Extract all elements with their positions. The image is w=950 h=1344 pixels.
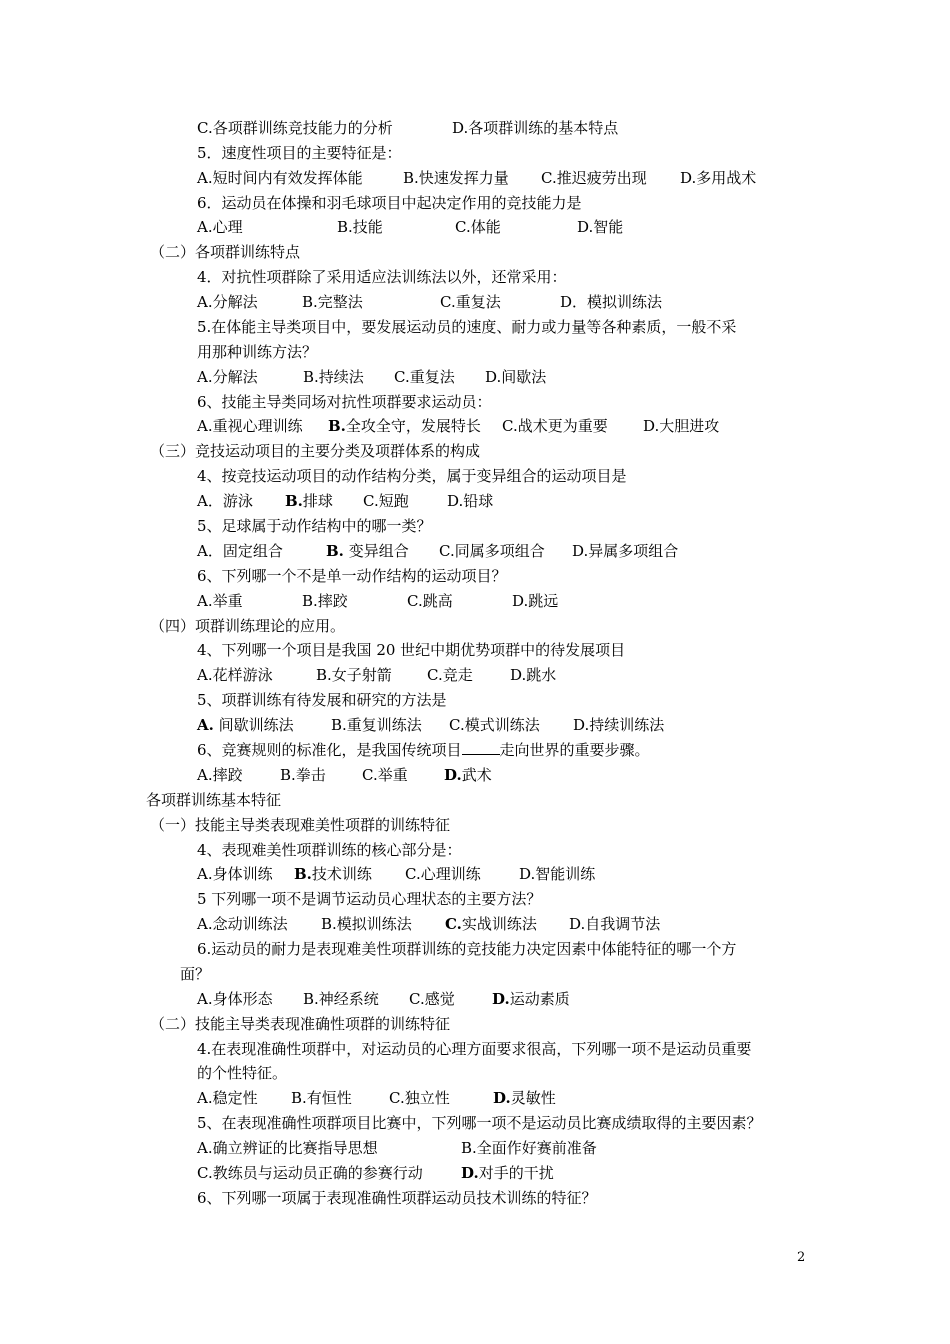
section-heading: （二）各项群训练特点 (150, 243, 301, 261)
option-c: C.竞走 (427, 666, 473, 684)
question-text: 5 下列哪一项不是调节运动员心理状态的主要方法？ (197, 890, 542, 908)
option-d (492, 989, 570, 1009)
option-d: D.各项群训练的基本特点 (452, 119, 619, 137)
question-text: 4．对抗性项群除了采用适应法训练法以外，还常采用： (197, 268, 567, 286)
option-a: A.身体训练 (197, 865, 273, 883)
option-d-letter: D. (492, 990, 510, 1008)
option-c: C.同属多项组合 (439, 542, 545, 560)
question-text: 5、足球属于动作结构中的哪一类？ (197, 517, 432, 535)
option-d: D.间歇法 (485, 368, 547, 386)
option-b: B.完整法 (302, 293, 363, 311)
option-a-letter: A. (197, 716, 214, 734)
option-b: B.技能 (337, 218, 383, 236)
option-b: B.拳击 (280, 766, 326, 784)
option-d-letter: D. (493, 1089, 511, 1107)
option-d: D.大胆进攻 (643, 417, 720, 435)
option-c: C.重复法 (440, 293, 501, 311)
question-text: 5．速度性项目的主要特征是： (197, 144, 402, 162)
option-b (285, 491, 333, 511)
option-c: C.模式训练法 (449, 716, 540, 734)
option-b: B.持续法 (303, 368, 364, 386)
option-c: C.跳高 (407, 592, 453, 610)
option-a: A.短时间内有效发挥体能 (197, 169, 363, 187)
option-b-text: 全攻全守，发展特长 (345, 417, 481, 435)
option-a: A.举重 (197, 592, 243, 610)
question-text-continued: 的个性特征。 (197, 1064, 288, 1082)
option-d: D.铅球 (447, 492, 494, 510)
option-d: D．模拟训练法 (560, 293, 663, 311)
option-c: C.战术更为重要 (502, 417, 608, 435)
question-text (197, 740, 650, 760)
option-d: D.自我调节法 (569, 915, 661, 933)
option-b-letter: B. (326, 542, 344, 560)
question-text-continued: 用那种训练方法？ (197, 343, 318, 361)
option-d: D.跳水 (510, 666, 557, 684)
option-a: A.花样游泳 (197, 666, 273, 684)
option-d-text: 运动素质 (509, 990, 570, 1008)
question-text: 6、下列哪一项属于表现准确性项群运动员技术训练的特征？ (197, 1189, 597, 1207)
option-b (326, 541, 409, 561)
option-b-text: 排球 (302, 492, 333, 510)
option-d: D.持续训练法 (573, 716, 665, 734)
question-text: 6、技能主导类同场对抗性项群要求运动员： (197, 393, 492, 411)
option-a: A.分解法 (197, 368, 258, 386)
question-text: 4、表现难美性项群训练的核心部分是： (197, 841, 462, 859)
option-c: C.举重 (362, 766, 408, 784)
option-a: A．游泳 (197, 492, 253, 510)
option-b: B.重复训练法 (331, 716, 422, 734)
option-a: A.身体形态 (197, 990, 273, 1008)
section-heading: （二）技能主导类表现准确性项群的训练特征 (150, 1015, 451, 1033)
question-text: 6.运动员的耐力是表现难美性项群训练的竞技能力决定因素中体能特征的哪一个方 (197, 940, 737, 958)
option-d: D.智能训练 (519, 865, 596, 883)
option-d: D.异属多项组合 (572, 542, 679, 560)
option-d-text: 武术 (461, 766, 492, 784)
fill-in-blank (462, 740, 500, 755)
option-a: A．固定组合 (197, 542, 283, 560)
option-a: A.分解法 (197, 293, 258, 311)
question-text-continued: 面？ (180, 965, 211, 983)
option-a: A.稳定性 (197, 1089, 258, 1107)
option-d-text: 灵敏性 (510, 1089, 556, 1107)
chapter-heading: 各项群训练基本特征 (146, 791, 282, 809)
option-d-text: 对手的干扰 (478, 1164, 554, 1182)
option-a: A.确立辨证的比赛指导思想 (197, 1139, 378, 1157)
option-c: C.短跑 (363, 492, 409, 510)
option-b: B.模拟训练法 (321, 915, 412, 933)
question-text-start: 6、竞赛规则的标准化，是我国传统项目 (197, 741, 462, 759)
option-c: C.独立性 (389, 1089, 450, 1107)
question-text: 5、在表现准确性项群项目比赛中，下列哪一项不是运动员比赛成绩取得的主要因素？ (197, 1114, 762, 1132)
question-text: 5、项群训练有待发展和研究的方法是 (197, 691, 447, 709)
option-a: A.念动训练法 (197, 915, 288, 933)
question-text: 6、下列哪一个不是单一动作结构的运动项目？ (197, 567, 507, 585)
option-b: B.摔跤 (302, 592, 348, 610)
option-a (197, 715, 294, 735)
option-b-text: 变异组合 (348, 542, 409, 560)
option-a: A.重视心理训练 (197, 417, 303, 435)
section-heading: （三）竞技运动项目的主要分类及项群体系的构成 (150, 442, 481, 460)
option-c: C.各项群训练竞技能力的分析 (197, 119, 393, 137)
option-c-letter: C. (445, 915, 462, 933)
option-c: C.感觉 (409, 990, 455, 1008)
question-text: 4、下列哪一个项目是我国 20 世纪中期优势项群中的待发展项目 (197, 641, 626, 659)
question-text: 6．运动员在体操和羽毛球项目中起决定作用的竞技能力是 (197, 194, 582, 212)
option-c-text: 实战训练法 (461, 915, 537, 933)
option-c: C.心理训练 (405, 865, 481, 883)
option-a: A.摔跤 (197, 766, 243, 784)
option-d: D.跳远 (512, 592, 559, 610)
option-a-text: 间歇训练法 (218, 716, 294, 734)
option-b: B.有恒性 (291, 1089, 352, 1107)
option-b: B.快速发挥力量 (403, 169, 509, 187)
option-b-text: 技术训练 (311, 865, 372, 883)
option-d (493, 1088, 556, 1108)
option-b-letter: B. (294, 865, 312, 883)
option-b (294, 864, 372, 884)
option-b-letter: B. (328, 417, 346, 435)
question-text: 4.在表现准确性项群中，对运动员的心理方面要求很高，下列哪一项不是运动员重要 (197, 1040, 752, 1058)
option-c: C.重复法 (394, 368, 455, 386)
option-b: B.女子射箭 (316, 666, 392, 684)
page-number: 2 (797, 1250, 806, 1265)
question-text: 4、按竞技运动项目的动作结构分类，属于变异组合的运动项目是 (197, 467, 627, 485)
option-d: D.智能 (577, 218, 624, 236)
section-heading: （一）技能主导类表现难美性项群的训练特征 (150, 816, 451, 834)
option-b (328, 416, 481, 436)
option-d-letter: D. (461, 1164, 479, 1182)
option-c (445, 914, 537, 934)
option-d-letter: D. (444, 766, 462, 784)
option-c: C.推迟疲劳出现 (541, 169, 647, 187)
option-b: B.全面作好赛前准备 (461, 1139, 597, 1157)
option-d: D.多用战术 (680, 169, 757, 187)
option-b-letter: B. (285, 492, 303, 510)
question-text-end: 走向世界的重要步骤。 (499, 741, 650, 759)
option-c: C.教练员与运动员正确的参赛行动 (197, 1164, 423, 1182)
question-text: 5.在体能主导类项目中，要发展运动员的速度、耐力或力量等各种素质，一般不采 (197, 318, 737, 336)
option-b: B.神经系统 (303, 990, 379, 1008)
option-c: C.体能 (455, 218, 501, 236)
option-d (461, 1163, 554, 1183)
section-heading: （四）项群训练理论的应用。 (150, 617, 346, 635)
option-d (444, 765, 492, 785)
option-a: A.心理 (197, 218, 243, 236)
